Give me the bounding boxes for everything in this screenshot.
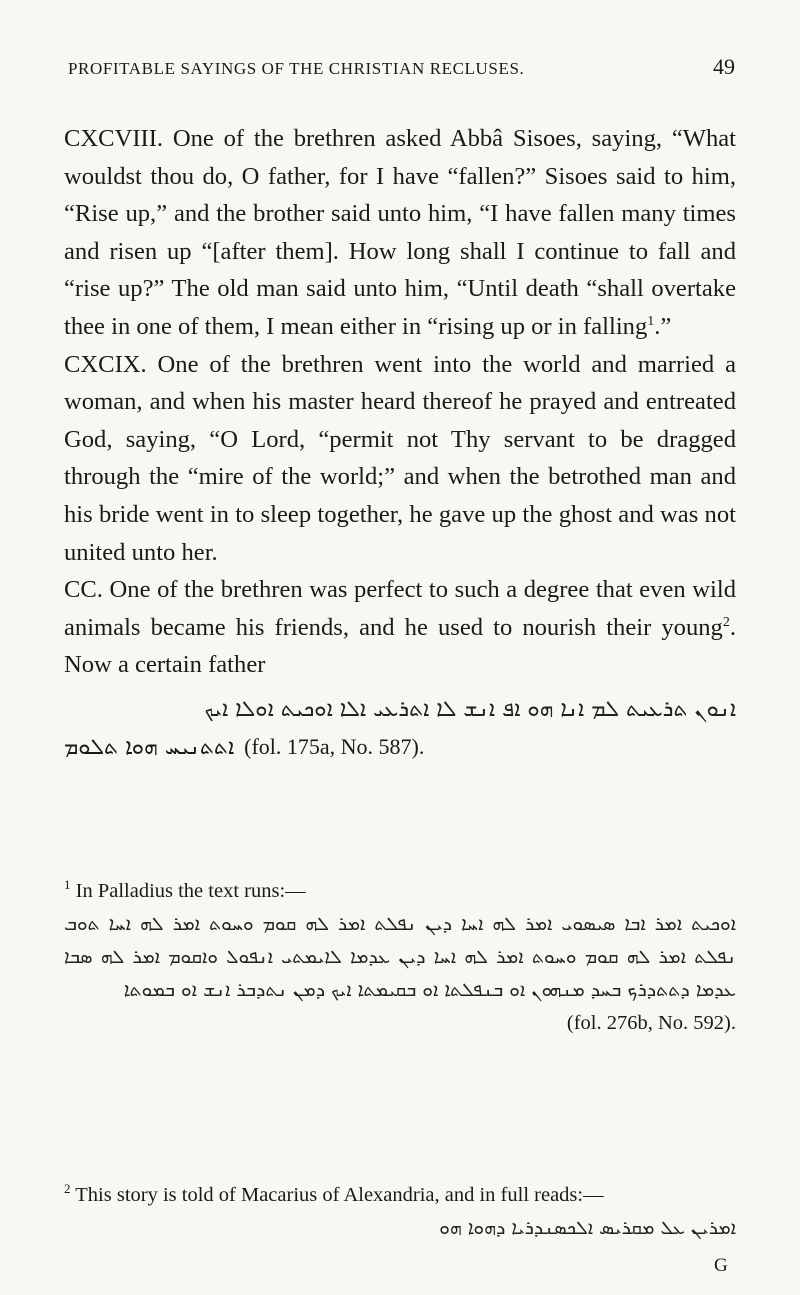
footnote-2-syriac: ܐܡܪܝܢ ܥܠ ܡܩܪܝܣ ܐܠܟܣܢܕܪܝܐ ܕܗܘܐ ܗܘ — [439, 1216, 736, 1239]
footnote-2 — [64, 1172, 736, 1245]
main-text — [64, 120, 736, 767]
footnote-ref-1[interactable]: 1 — [647, 313, 655, 329]
footnote-1-intro: In Palladius the text runs:— — [75, 879, 306, 902]
footnote-2-marker: 2 — [64, 1181, 71, 1196]
running-title: PROFITABLE SAYINGS OF THE CHRISTIAN RECLUSES. — [68, 59, 525, 78]
footnote-ref-2[interactable]: 2 — [722, 614, 730, 630]
footnote-1 — [64, 868, 736, 1040]
folio-reference: (fol. 175a, No. 587). — [244, 733, 425, 759]
paragraph-cc: CC. One of the brethren was perfect to such a degree that even wild animals became his friends, and he used to nourish their young$^2$. Now a certain father — [64, 576, 736, 679]
syriac-fragment: ܐܬܬܢܝܚ ܗܘܐ ܬܠܘܡ — [64, 734, 235, 760]
footnote-2-text: This story is told of Macarius of Alexandria, and in full reads:— — [75, 1183, 604, 1206]
footnote-1-ref: (fol. 276b, No. 592). — [566, 1011, 736, 1034]
running-head — [68, 54, 735, 80]
syriac-line-1: ܐܢܘܢ ܬܪܥܝܬ ܠܡ ܐܢܐ ܗܘ ܐܦ ܐܢܫ ܠܐ ܐܬܪܥܝ ܐܠܐ ܐܘܟܝܬ ܐܘܠܐ ܐܝܟ — [204, 696, 736, 722]
paragraph-cxcix: CXCIX. One of the brethren went into the world and married a woman, and when his master heard thereof he prayed and entreated God, saying, “O Lord, “permit not Thy servant to be dragged through the “mire of the world;” and when the betrothed man and his bride went in to sleep together, he gave up the ghost and was not united unto her. — [64, 350, 736, 566]
page-number: 49 — [713, 54, 735, 79]
syriac-quotation — [64, 692, 736, 728]
footnote-1-marker: 1 — [64, 877, 71, 892]
paragraph-cxcviii: CXCVIII. One of the brethren asked Abbâ Sisoes, saying, “What wouldst thou do, O father, for I have “fallen?” Sisoes said to him, “Rise up,” and the brother said unto him, “I have fallen many times and risen up “[after them]. How long shall I continue to fall and “rise up?” The old man said unto him, “Until death “shall overtake thee in one of them, I mean either in “rising up or in falling$^1$.” — [64, 125, 736, 340]
signature-mark: G — [714, 1255, 729, 1276]
syriac-line-2 — [64, 728, 736, 767]
footnote-1-syriac: ܐܘܟܝܬ ܐܡܪ ܐܒܐ ܣܝܣܘܝ ܐܡܪ ܠܗ ܐܚܐ ܕܝܢ ܢܦܠܬ ܐܡܪ ܠܗ ܩܘܡ ܘܚܘܬ ܐܡܪ ܠܗ ܐܚܐ ܬܘܒ ܢܦܠܬ ܐܡܪ ܠܗ ܩܘܡ ܘܚܘܬ ܐܡܪ ܠܗ ܐܚܐ ܕܝܢ ܥܕܡܐ ܠܐܝܡܬܝ ܐܢܦܘܠ ܘܐܩܘܡ ܐܡܪ ܠܗ ܣܒܐ ܥܕܡܐ ܕܬܬܕܪܟ ܒܚܕ ܡܢܗܘܢ ܐܘ ܒܢܦܠܬܐ ܐܘ ܒܩܝܡܬܐ ܐܝܟ ܕܡܢ ܢܬܕܒܪ ܐܢܫ ܐܘ ܒܡܘܬܐ — [64, 912, 736, 1001]
